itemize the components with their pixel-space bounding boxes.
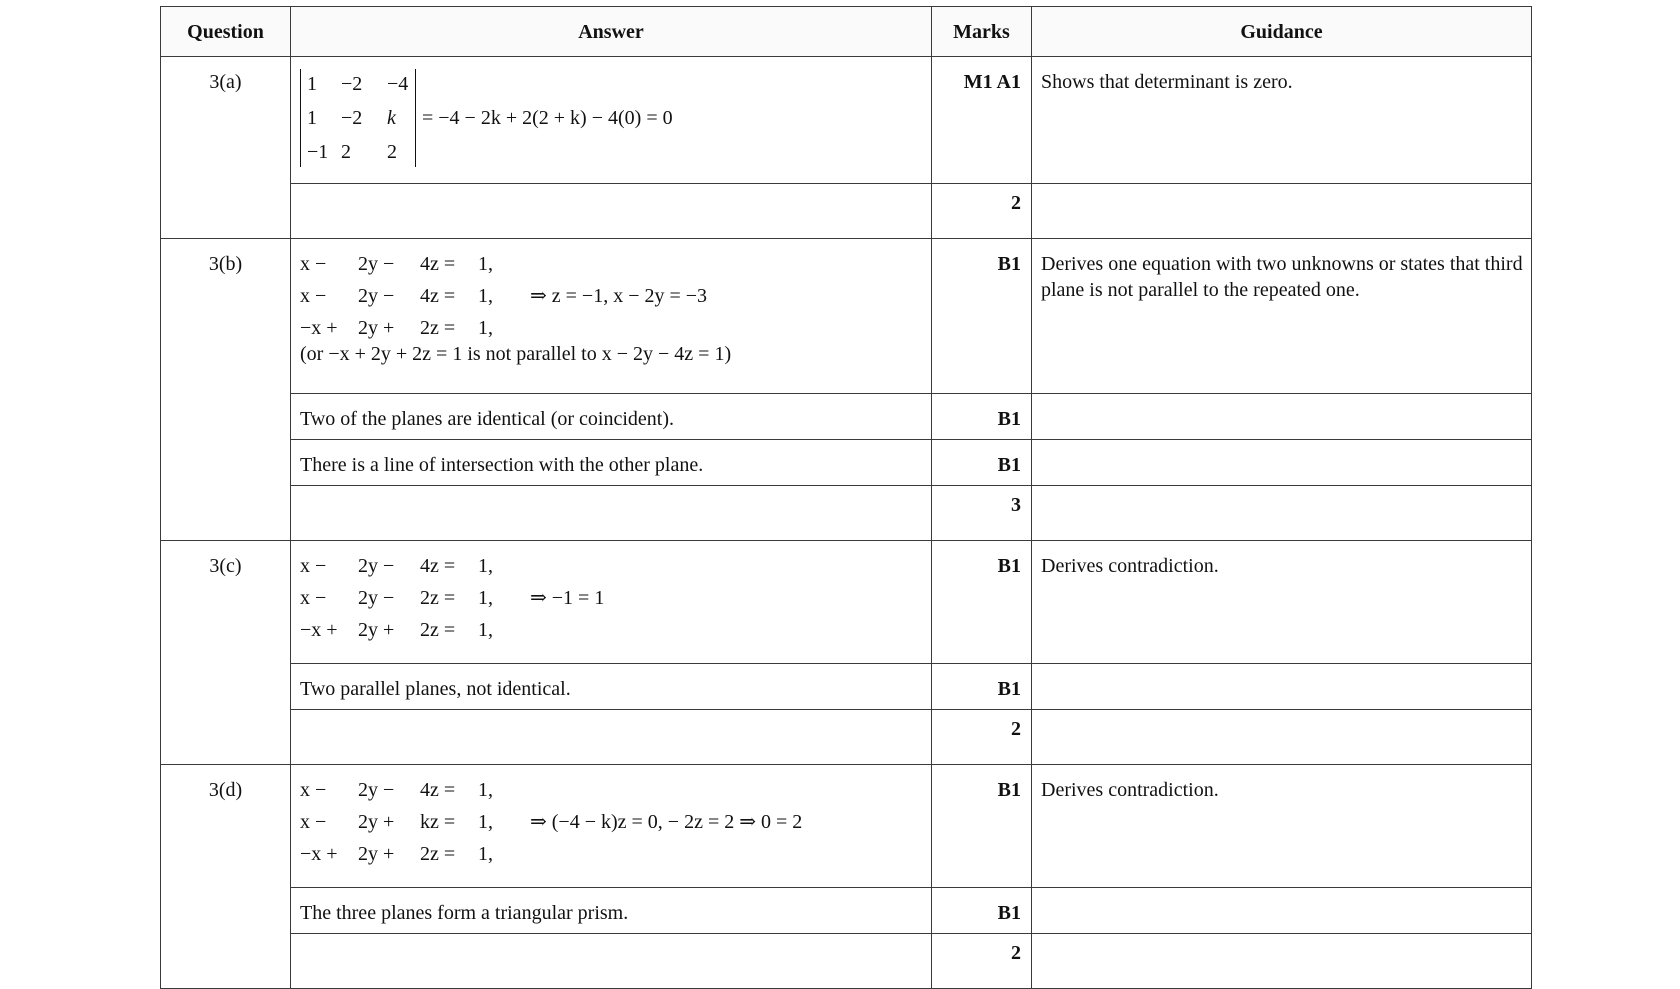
total-3d: 2 (932, 934, 1032, 989)
total-3b: 3 (932, 486, 1032, 541)
header-question: Question (161, 7, 291, 57)
question-label-3a: 3(a) (161, 57, 291, 239)
eq-term: 2y + (358, 811, 395, 833)
eq-term: x − (300, 811, 327, 833)
guidance-3b: Derives one equation with two unknowns or states that third plane is not parallel to the repeated one. (1032, 239, 1532, 394)
eq-term: x − (300, 285, 327, 307)
eq-term: 1, (478, 555, 493, 577)
eq-term: 1, (478, 317, 493, 339)
eq-term: 2y − (358, 779, 395, 801)
eq-term (508, 617, 923, 643)
empty-cell (1032, 934, 1532, 989)
matrix-cell: 2 (341, 141, 351, 163)
answer-3b (291, 239, 932, 394)
marks-3b-2: B1 (932, 394, 1032, 440)
question-label-3c: 3(c) (161, 541, 291, 765)
question-label-3d: 3(d) (161, 765, 291, 989)
equation-system (300, 777, 923, 867)
matrix-cell: −1 (307, 141, 329, 163)
eq-term: 1, (478, 587, 493, 609)
total-3a: 2 (932, 184, 1032, 239)
table-row (161, 184, 1532, 239)
table-row (161, 664, 1532, 710)
table-row (161, 888, 1532, 934)
total-3c: 2 (932, 710, 1032, 765)
empty-cell (1032, 440, 1532, 486)
header-row (161, 7, 1532, 57)
eq-term: 4z = (420, 253, 456, 275)
guidance-3d: Derives contradiction. (1032, 765, 1532, 888)
matrix-cell: 2 (387, 141, 397, 163)
eq-term: 2y + (358, 619, 395, 641)
answer-3d (291, 765, 932, 888)
eq-implication: ⇒ z = −1, x − 2y = −3 (530, 285, 708, 307)
table-row (161, 710, 1532, 765)
table-row (161, 765, 1532, 888)
eq-term: x − (300, 587, 327, 609)
eq-term: −x + (300, 317, 338, 339)
table-row (161, 57, 1532, 184)
mark-scheme-table (160, 6, 1532, 989)
marks-3d-1: B1 (932, 765, 1032, 888)
eq-term: 2y − (358, 253, 395, 275)
empty-cell (1032, 394, 1532, 440)
eq-term: 1, (478, 843, 493, 865)
eq-term: 2z = (420, 843, 456, 865)
table-row (161, 440, 1532, 486)
eq-term: −x + (300, 843, 338, 865)
eq-term: 2y − (358, 285, 395, 307)
header-answer: Answer (291, 7, 932, 57)
matrix-cell: −2 (341, 107, 363, 129)
matrix-cell: k (387, 107, 396, 129)
matrix-cell: −4 (387, 73, 409, 95)
empty-cell (291, 934, 932, 989)
eq-term: 1, (478, 285, 493, 307)
answer-3c (291, 541, 932, 664)
eq-term: 2z = (420, 587, 456, 609)
matrix-cell: −2 (341, 73, 363, 95)
eq-term: 1, (478, 619, 493, 641)
answer-3c-line2: Two parallel planes, not identical. (291, 664, 932, 710)
empty-cell (291, 184, 932, 239)
empty-cell (1032, 888, 1532, 934)
determinant-matrix (300, 69, 416, 167)
empty-cell (291, 486, 932, 541)
eq-term: 1, (478, 779, 493, 801)
table-row (161, 541, 1532, 664)
empty-cell (1032, 664, 1532, 710)
eq-term: kz = (420, 811, 456, 833)
matrix-cell: 1 (307, 107, 317, 129)
marks-3b-1: B1 (932, 239, 1032, 394)
eq-term: 2y − (358, 587, 395, 609)
answer-3b-line3: There is a line of intersection with the other plane. (291, 440, 932, 486)
determinant-expression (300, 69, 673, 167)
matrix-cell: 1 (307, 73, 317, 95)
marks-3c-2: B1 (932, 664, 1032, 710)
eq-term: 4z = (420, 779, 456, 801)
empty-cell (1032, 486, 1532, 541)
answer-3b-line2: Two of the planes are identical (or coincident). (291, 394, 932, 440)
empty-cell (1032, 710, 1532, 765)
table-row (161, 486, 1532, 541)
eq-term: x − (300, 555, 327, 577)
marks-3c-1: B1 (932, 541, 1032, 664)
table-row (161, 394, 1532, 440)
eq-term: 1, (478, 253, 493, 275)
guidance-3a: Shows that determinant is zero. (1032, 57, 1532, 184)
eq-term (508, 841, 923, 867)
eq-term: 2z = (420, 317, 456, 339)
table-row (161, 239, 1532, 394)
eq-term: 2y − (358, 555, 395, 577)
eq-term: x − (300, 253, 327, 275)
eq-term: 4z = (420, 285, 456, 307)
eq-implication: ⇒ −1 = 1 (530, 587, 605, 609)
table-row (161, 934, 1532, 989)
header-guidance: Guidance (1032, 7, 1532, 57)
marks-3b-3: B1 (932, 440, 1032, 486)
equation-system (300, 251, 923, 341)
answer-3d-line2: The three planes form a triangular prism. (291, 888, 932, 934)
marks-3a: M1 A1 (932, 57, 1032, 184)
guidance-3c: Derives contradiction. (1032, 541, 1532, 664)
eq-term: 1, (478, 811, 493, 833)
eq-term: 2y + (358, 843, 395, 865)
eq-term: 2y + (358, 317, 395, 339)
eq-term (508, 553, 923, 579)
header-marks: Marks (932, 7, 1032, 57)
empty-cell (291, 710, 932, 765)
eq-term (508, 251, 923, 277)
eq-term: −x + (300, 619, 338, 641)
marks-3d-2: B1 (932, 888, 1032, 934)
eq-term: 2z = (420, 619, 456, 641)
equation-system (300, 553, 923, 643)
eq-term (508, 777, 923, 803)
answer-3a (291, 57, 932, 184)
eq-term (508, 315, 923, 341)
eq-term: 4z = (420, 555, 456, 577)
empty-cell (1032, 184, 1532, 239)
question-label-3b: 3(b) (161, 239, 291, 541)
answer-note: (or −x + 2y + 2z = 1 is not parallel to x − 2y − 4z = 1) (300, 343, 732, 365)
determinant-result: = −4 − 2k + 2(2 + k) − 4(0) = 0 (422, 107, 673, 129)
eq-term: x − (300, 779, 327, 801)
eq-implication: ⇒ (−4 − k)z = 0, − 2z = 2 ⇒ 0 = 2 (530, 811, 803, 833)
